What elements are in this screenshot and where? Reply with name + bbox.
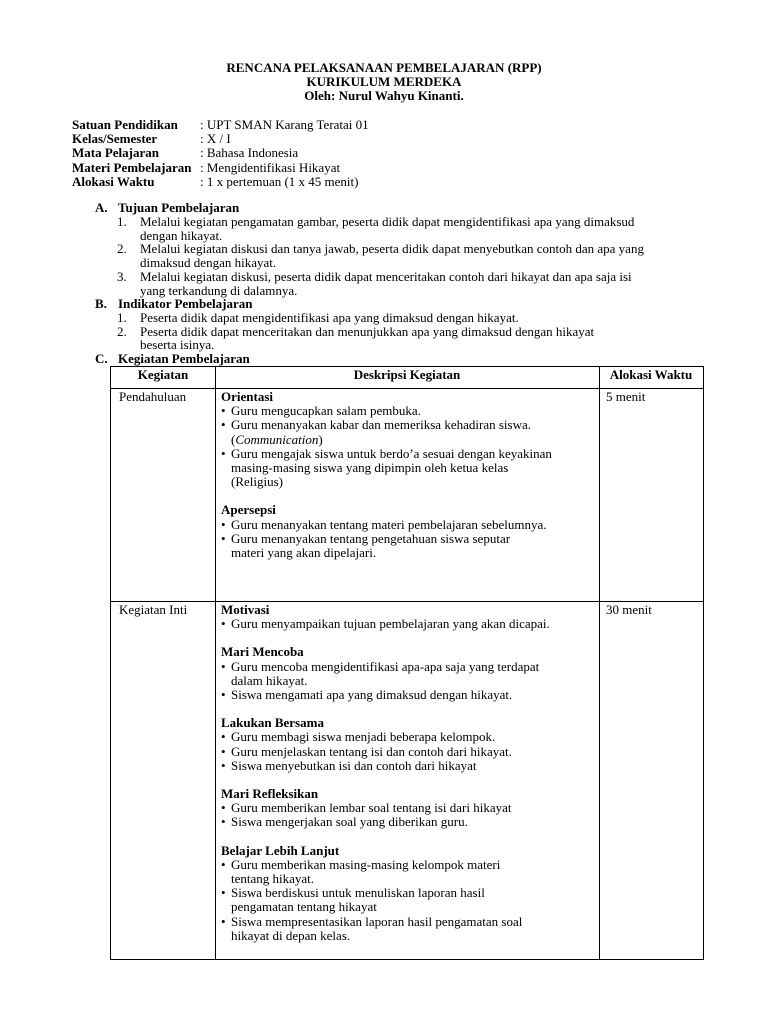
section-letter: B. (95, 296, 107, 311)
list-text: Peserta didik dapat menceritakan dan menunjukkan apa yang dimaksud dengan hikayat beserta isinya. (140, 323, 595, 353)
section-heading (95, 297, 660, 311)
column-divider (599, 367, 600, 959)
list-item (221, 518, 591, 532)
list-text: Guru menanyakan tentang pengetahuan siswa seputar materi yang akan dipelajari. (231, 530, 511, 561)
column-header-kegiatan: Kegiatan (137, 367, 189, 382)
list-item (221, 447, 591, 490)
list-text: Guru mengajak siswa untuk berdo’a sesuai dengan keyakinan masing-masing siswa yang dipimpin oleh ketua kelas (Religius) (231, 445, 552, 490)
identity-value: : Mengidentifikasi Hikayat (200, 159, 341, 175)
identity-row (72, 175, 369, 189)
identity-block (72, 118, 369, 189)
list-text: Guru mengucapkan salam pembuka. (231, 403, 421, 419)
bullet-icon: • (221, 856, 226, 872)
list-item (221, 688, 591, 702)
text-part: ) (318, 431, 323, 447)
identity-label: Kelas/Semester (72, 131, 158, 147)
column-header-alokasi: Alokasi Waktu (609, 367, 693, 382)
list-text: Melalui kegiatan pengamatan gambar, peserta didik dapat mengidentifikasi apa yang dimaksud dengan hikayat. (140, 213, 635, 243)
section-tujuan-pembelajaran (95, 201, 660, 298)
bullet-icon: • (221, 616, 226, 632)
identity-label: Mata Pelajaran (72, 145, 160, 161)
list-text: Siswa berdiskusi untuk menuliskan laporan hasil pengamatan tentang hikayat (231, 885, 485, 915)
bullet-icon: • (221, 530, 226, 546)
block-title: Mari Mencoba (221, 644, 304, 660)
activity-name: Pendahuluan (119, 389, 187, 404)
identity-row (72, 118, 369, 132)
block-title: Motivasi (221, 602, 270, 617)
list-text: Guru menjelaskan tentang isi dan contoh dari hikayat. (231, 743, 512, 759)
list-text: Melalui kegiatan diskusi, peserta didik dapat menceritakan contoh dari hikayat dan apa saja isi yang terkandung di dalamnya. (140, 268, 632, 298)
document-header (0, 61, 768, 103)
bullet-icon: • (221, 729, 226, 745)
list-item (221, 886, 591, 914)
identity-value: : X / I (200, 131, 231, 147)
identity-value: : 1 x pertemuan (1 x 45 menit) (200, 173, 359, 189)
list-text: Siswa mengamati apa yang dimaksud dengan hikayat. (231, 687, 513, 703)
block-title: Apersepsi (221, 502, 276, 518)
list-number: 1. (117, 309, 127, 325)
list-number: 1. (117, 213, 127, 229)
list-item (221, 404, 591, 418)
list-item (221, 418, 591, 446)
section-kegiatan-pembelajaran (95, 352, 250, 366)
text-part: Guru menanyakan kabar dan memeriksa kehadiran siswa. ( (231, 417, 531, 447)
block-title: Mari Refleksikan (221, 786, 319, 802)
bullet-icon: • (221, 743, 226, 759)
list-item (221, 759, 591, 773)
list-text: Guru mencoba mengidentifikasi apa-apa saja yang terdapat dalam hikayat. (231, 658, 540, 688)
activity-time: 30 menit (606, 602, 652, 617)
list-item (221, 617, 591, 631)
list-number: 2. (117, 241, 127, 257)
bullet-icon: • (221, 913, 226, 929)
identity-label: Materi Pembelajaran (72, 159, 192, 175)
column-header-deskripsi: Deskripsi Kegiatan (353, 367, 461, 382)
bullet-icon: • (221, 814, 226, 830)
block-title: Belajar Lebih Lanjut (221, 842, 340, 858)
document-title: RENCANA PELAKSANAAN PEMBELAJARAN (RPP) (226, 60, 542, 75)
block-title: Lakukan Bersama (221, 715, 324, 731)
bullet-icon: • (221, 417, 226, 433)
list-item (221, 532, 591, 560)
list-text: Guru membagi siswa menjadi beberapa kelompok. (231, 729, 496, 745)
section-heading (95, 352, 250, 366)
list-text: Guru menanyakan tentang materi pembelajaran sebelumnya. (231, 516, 547, 532)
list-text: Siswa mengerjakan soal yang diberikan guru. (231, 814, 468, 830)
list-item (221, 801, 591, 815)
identity-label: Alokasi Waktu (72, 173, 155, 189)
section-title: Tujuan Pembelajaran (118, 200, 240, 215)
list-text: Guru menyampaikan tujuan pembelajaran yang akan dicapai. (231, 616, 550, 632)
section-title: Kegiatan Pembelajaran (118, 351, 250, 366)
identity-value: : UPT SMAN Karang Teratai 01 (200, 117, 369, 132)
list-text: Guru memberikan masing-masing kelompok materi tentang hikayat. (231, 856, 501, 887)
column-divider (215, 367, 216, 959)
bullet-icon: • (221, 403, 226, 419)
list-item (221, 745, 591, 759)
list-item (117, 242, 660, 270)
bullet-icon: • (221, 885, 226, 901)
activity-description (221, 603, 591, 943)
identity-value: : Bahasa Indonesia (200, 145, 299, 161)
section-letter: A. (95, 200, 108, 215)
objective-list (117, 215, 660, 298)
identity-row (72, 132, 369, 146)
list-item (117, 215, 660, 243)
list-item (221, 858, 591, 886)
section-indikator-pembelajaran (95, 297, 660, 352)
activity-description (221, 390, 591, 560)
list-item (221, 660, 591, 688)
activity-table (110, 366, 704, 960)
list-item (117, 325, 660, 353)
list-number: 3. (117, 268, 127, 284)
document-author: Oleh: Nurul Wahyu Kinanti. (304, 88, 464, 103)
list-item (221, 815, 591, 829)
section-title: Indikator Pembelajaran (118, 296, 253, 311)
list-text: Peserta didik dapat mengidentifikasi apa yang dimaksud dengan hikayat. (140, 309, 519, 325)
list-text: Siswa mempresentasikan laporan hasil pengamatan soal hikayat di depan kelas. (231, 913, 523, 943)
bullet-icon: • (221, 445, 226, 461)
identity-row (72, 161, 369, 175)
list-text: Melalui kegiatan diskusi dan tanya jawab, peserta didik dapat menyebutkan contoh dan apa yang dimaksud dengan hikayat. (140, 241, 644, 271)
section-letter: C. (95, 351, 108, 366)
identity-row (72, 146, 369, 160)
list-item (221, 915, 591, 943)
indicator-list (117, 311, 660, 352)
list-text: Siswa menyebutkan isi dan contoh dari hikayat (231, 757, 477, 773)
bullet-icon: • (221, 800, 226, 816)
bullet-icon: • (221, 658, 226, 674)
section-heading (95, 201, 660, 215)
bullet-icon: • (221, 687, 226, 703)
list-item (117, 270, 660, 298)
identity-label: Satuan Pendidikan (72, 117, 178, 132)
list-text (231, 418, 531, 446)
text-part-italic: Communication (235, 431, 319, 447)
list-item (117, 311, 660, 325)
activity-time: 5 menit (606, 389, 646, 404)
block-title: Orientasi (221, 389, 273, 404)
document-subtitle: KURIKULUM MERDEKA (306, 74, 462, 89)
list-number: 2. (117, 323, 127, 339)
list-text: Guru memberikan lembar soal tentang isi dari hikayat (231, 800, 512, 816)
activity-name: Kegiatan Inti (119, 602, 188, 617)
list-item (221, 730, 591, 744)
bullet-icon: • (221, 757, 226, 773)
bullet-icon: • (221, 516, 226, 532)
